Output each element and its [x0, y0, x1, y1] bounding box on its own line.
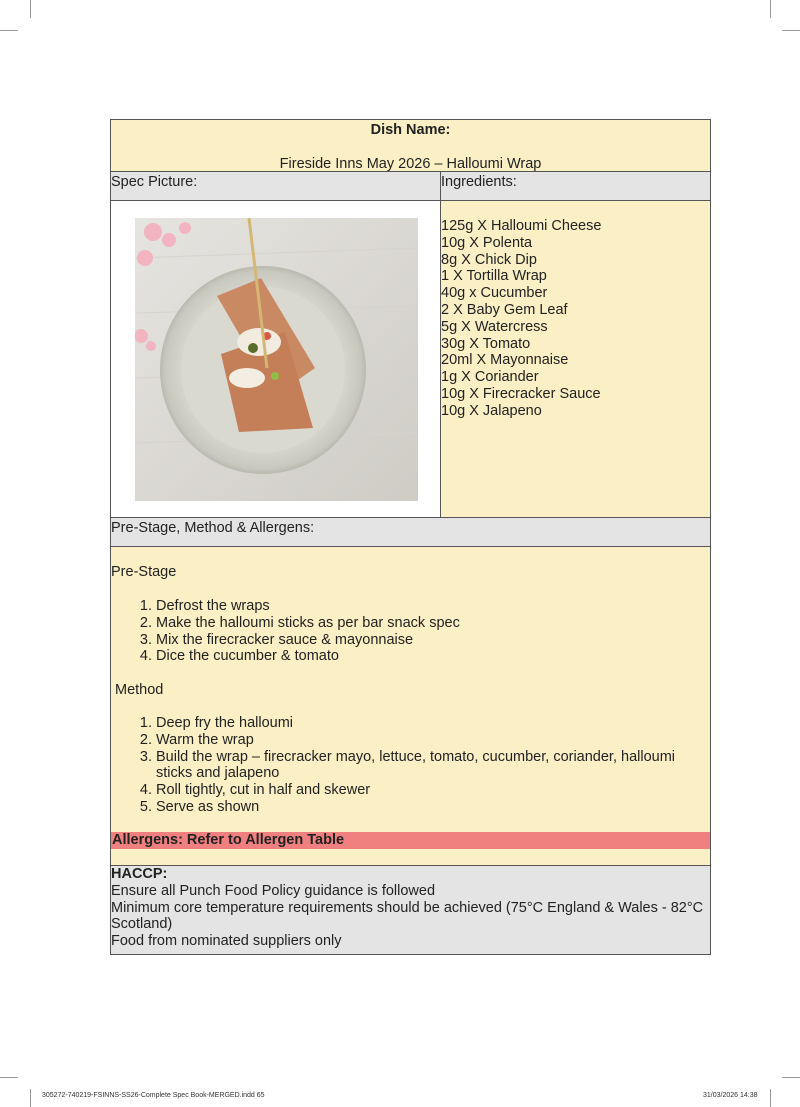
- ingredient-item: 20ml X Mayonnaise: [441, 352, 569, 369]
- ingredient-item: 10g X Jalapeno: [441, 402, 542, 419]
- prestage-title: Pre-Stage: [111, 564, 177, 580]
- method-step: 1. Deep fry the halloumi: [156, 715, 711, 732]
- method-steps: [111, 715, 711, 816]
- haccp-line: Ensure all Punch Food Policy guidance is followed: [111, 882, 436, 899]
- footer-filename: 305272-740219-FSINNS-SS26-Complete Spec Book-MERGED.indd 65: [42, 1092, 265, 1099]
- label-row: [111, 172, 710, 201]
- haccp-heading: HACCP:: [111, 866, 168, 882]
- spec-sheet: [110, 119, 711, 955]
- spec-picture-cell: [111, 201, 441, 517]
- crop-mark: [770, 0, 771, 18]
- dish-title-row: [111, 120, 710, 172]
- prestage-step: 1. Defrost the wraps: [156, 598, 460, 615]
- prestage-step: 2. Make the halloumi sticks as per bar snack spec: [156, 615, 460, 632]
- halloumi-wrap-photo: [135, 218, 418, 501]
- dish-heading: Dish Name:: [370, 122, 451, 138]
- ingredient-item: 8g X Chick Dip: [441, 251, 537, 268]
- haccp-section: [111, 866, 710, 954]
- crop-mark: [30, 0, 31, 18]
- prestage-step: 3. Mix the firecracker sauce & mayonnaise: [156, 632, 460, 649]
- method-heading-row: [111, 518, 710, 547]
- method-step: 3. Build the wrap – firecracker mayo, lettuce, tomato, cucumber, coriander, halloumi sticks and jalapeno: [156, 749, 711, 783]
- method-heading: Pre-Stage, Method & Allergens:: [111, 520, 315, 536]
- ingredient-item: 1g X Coriander: [441, 369, 539, 386]
- ingredient-item: 10g X Polenta: [441, 234, 533, 251]
- ingredient-item: 30g X Tomato: [441, 335, 531, 352]
- ingredients-list: [441, 201, 710, 420]
- allergen-notice: Allergens: Refer to Allergen Table: [111, 832, 710, 849]
- ingredients-label: Ingredients:: [441, 174, 517, 190]
- method-step: 2. Warm the wrap: [156, 732, 711, 749]
- haccp-line: Food from nominated suppliers only: [111, 933, 342, 950]
- ingredient-item: 5g X Watercress: [441, 318, 548, 335]
- method-step: 5. Serve as shown: [156, 799, 711, 816]
- crop-mark: [782, 30, 800, 31]
- ingredients-cell: [441, 201, 710, 517]
- picture-ingredients-row: [111, 201, 710, 518]
- dish-name: Fireside Inns May 2026 – Halloumi Wrap: [279, 155, 542, 172]
- haccp-line: Minimum core temperature requirements should be achieved (75°C England & Wales - 82°C Scotland): [111, 899, 704, 933]
- method-section: [111, 547, 710, 866]
- spec-picture-label: Spec Picture:: [111, 172, 441, 200]
- method-title: Method: [115, 682, 164, 698]
- ingredient-item: 1 X Tortilla Wrap: [441, 268, 547, 285]
- ingredient-item: 10g X Firecracker Sauce: [441, 385, 601, 402]
- crop-mark: [782, 1077, 800, 1078]
- ingredient-item: 40g x Cucumber: [441, 285, 548, 302]
- ingredient-item: 125g X Halloumi Cheese: [441, 218, 602, 234]
- crop-mark: [0, 30, 18, 31]
- prestage-steps: [111, 598, 460, 665]
- method-step: 4. Roll tightly, cut in half and skewer: [156, 782, 711, 799]
- footer-timestamp: 31/03/2026 14:38: [703, 1092, 758, 1099]
- crop-mark: [0, 1077, 18, 1078]
- prestage-step: 4. Dice the cucumber & tomato: [156, 648, 460, 665]
- ingredient-item: 2 X Baby Gem Leaf: [441, 301, 568, 318]
- crop-mark: [30, 1089, 31, 1107]
- crop-mark: [770, 1089, 771, 1107]
